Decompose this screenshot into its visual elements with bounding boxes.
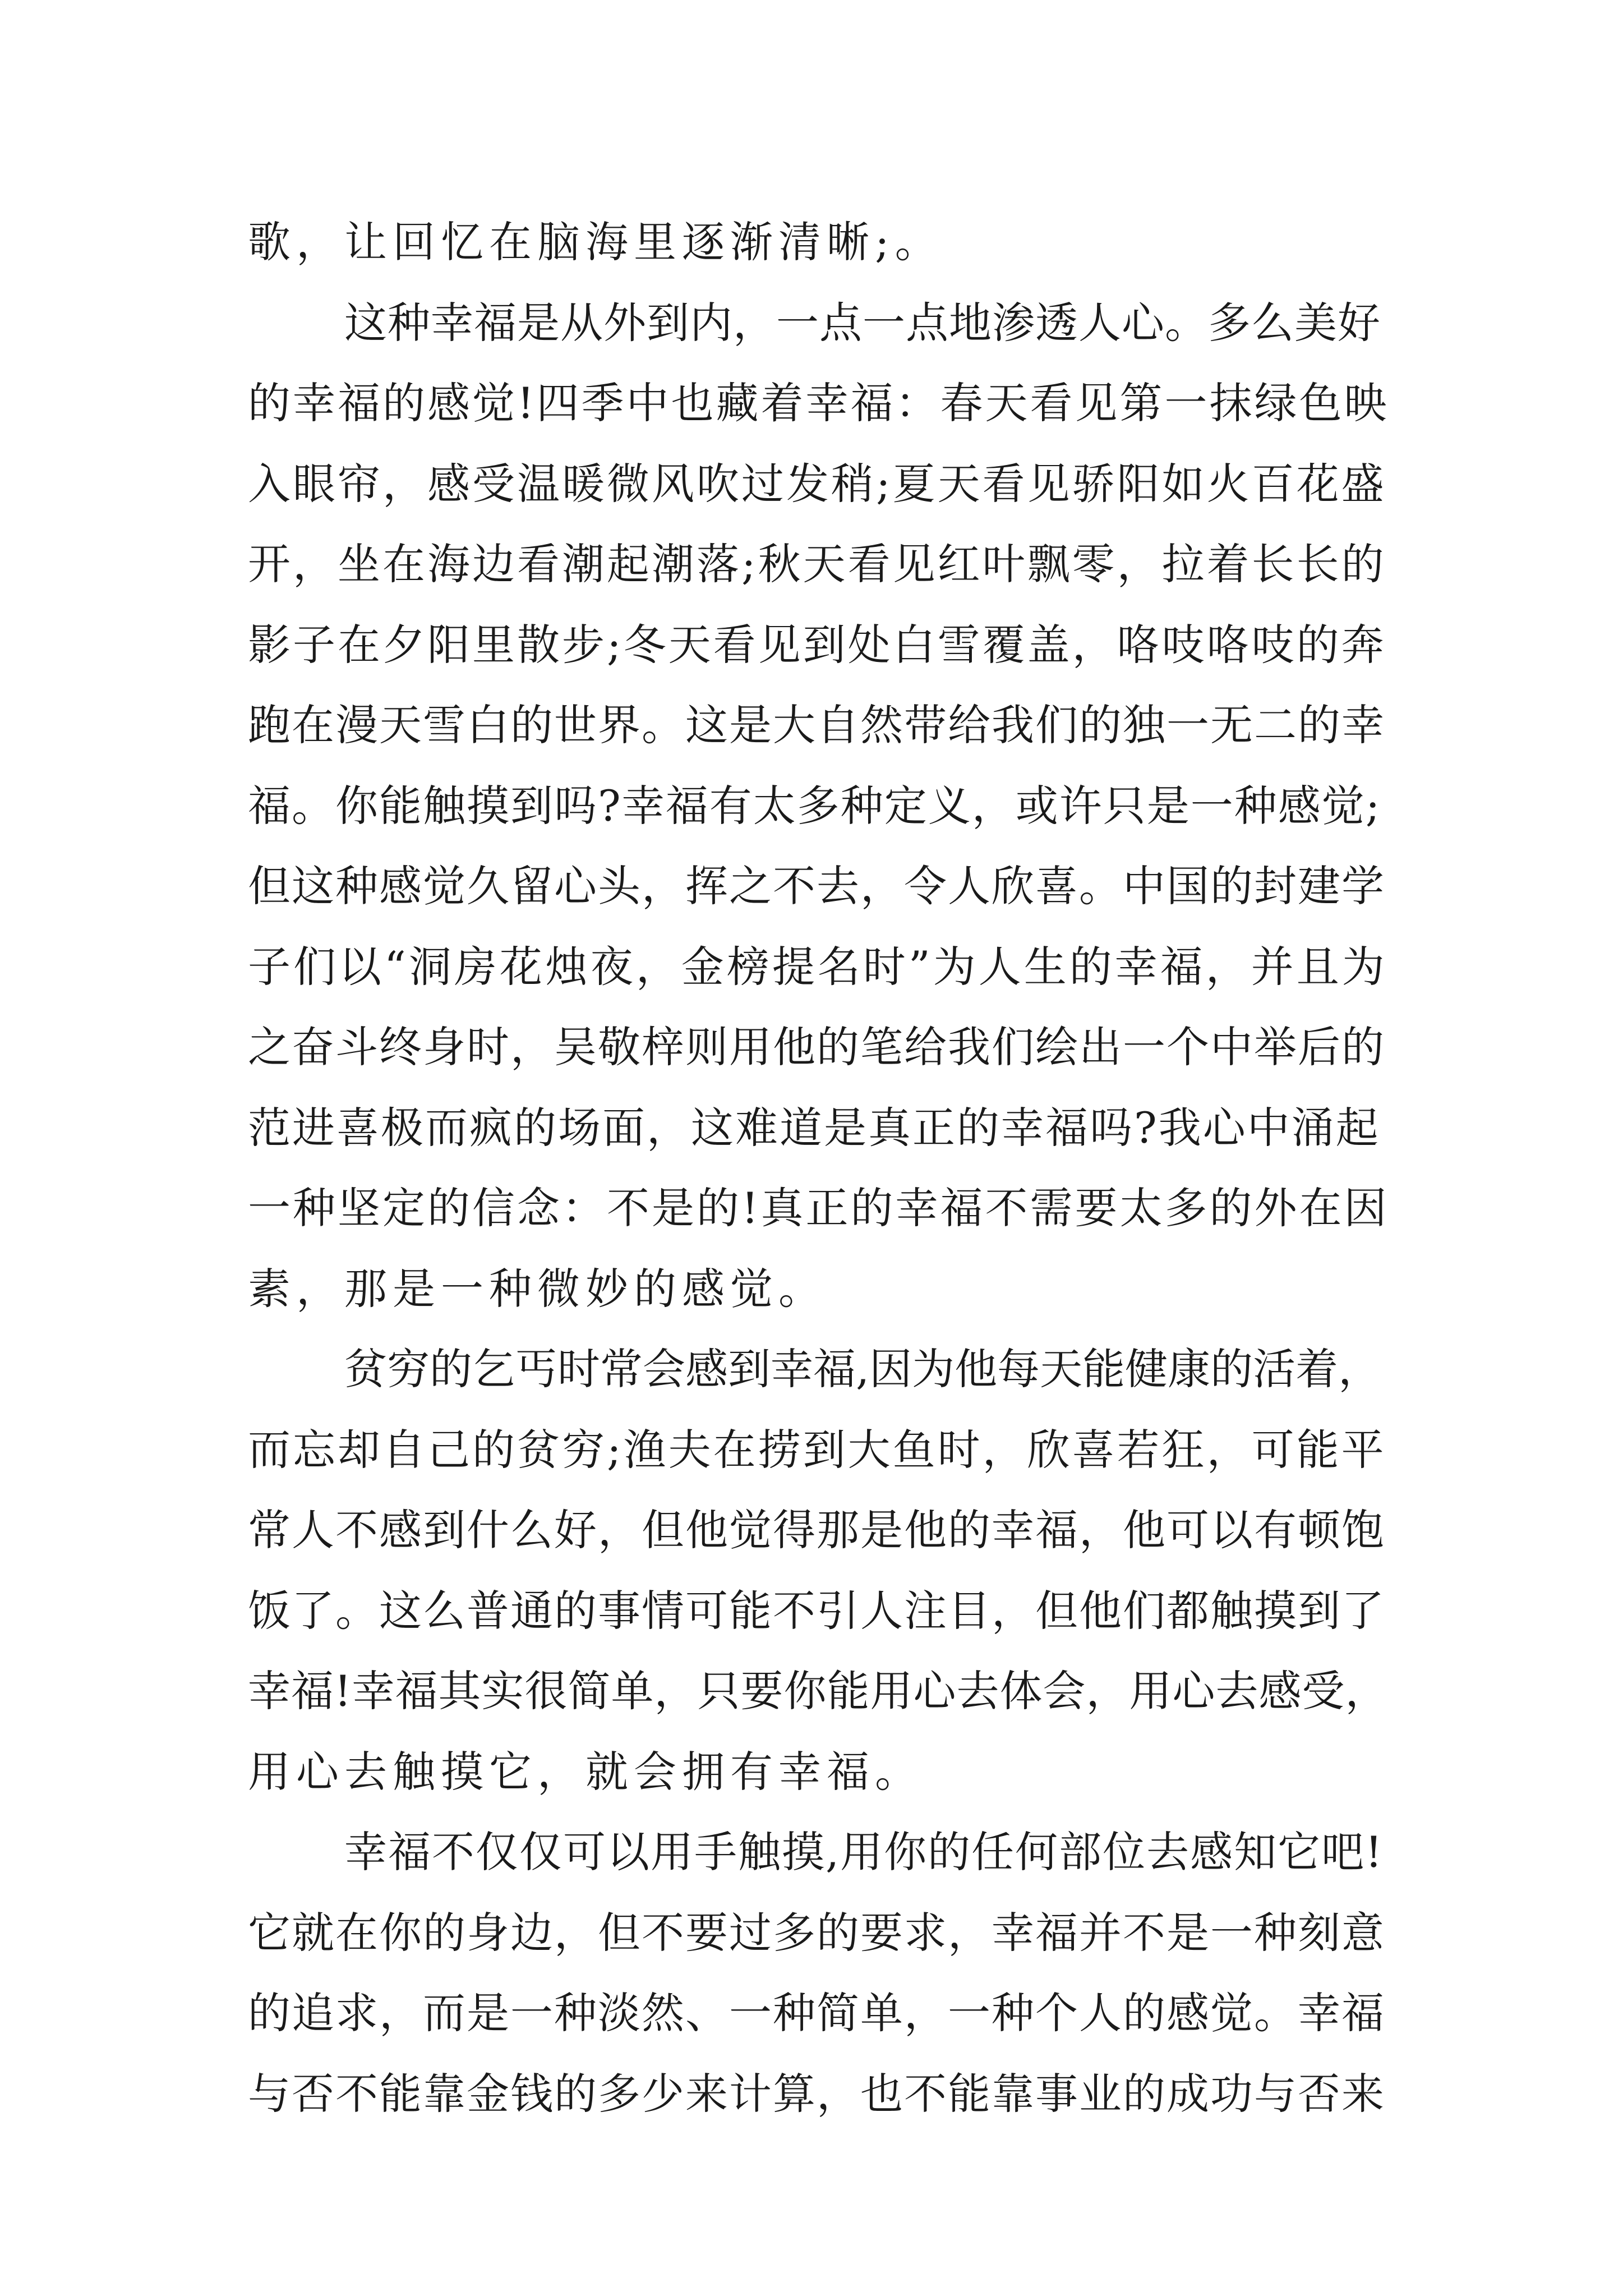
text-line: 这种幸福是从外到内，一点一点地渗透人心。多么美好 [344, 297, 1381, 348]
text-line: 影子在夕阳里散步;冬天看见到处白雪覆盖，咯吱咯吱的奔 [248, 619, 1386, 670]
text-line: 它就在你的身边，但不要过多的要求，幸福并不是一种刻意 [248, 1907, 1385, 1958]
text-line: 一种坚定的信念：不是的!真正的幸福不需要太多的外在因 [248, 1183, 1389, 1233]
text-line: 范进喜极而疯的场面，这难道是真正的幸福吗?我心中涌起 [248, 1102, 1380, 1153]
text-line: 子们以“洞房花烛夜，金榜提名时”为人生的幸福，并且为 [248, 941, 1387, 992]
text-line: 素，那是一种微妙的感觉。 [248, 1263, 827, 1314]
text-line: 之奋斗终身时，吴敬梓则用他的笔给我们绘出一个中举后的 [248, 1022, 1385, 1072]
text-line: 跑在漫天雪白的世界。这是大自然带给我们的独一无二的幸 [248, 700, 1385, 750]
text-line: 的幸福的感觉!四季中也藏着幸福：春天看见第一抹绿色映 [248, 378, 1389, 428]
text-line: 用心去触摸它，就会拥有幸福。 [248, 1746, 923, 1797]
text-line: 与否不能靠金钱的多少来计算，也不能靠事业的成功与否来 [248, 2068, 1385, 2119]
text-line: 贫穷的乞丐时常会感到幸福,因为他每天能健康的活着， [344, 1344, 1381, 1394]
text-line: 饭了。这么普通的事情可能不引人注目，但他们都触摸到了 [248, 1585, 1385, 1636]
text-line: 幸福!幸福其实很简单，只要你能用心去体会，用心去感受， [248, 1666, 1389, 1716]
body-text [248, 202, 1392, 2134]
text-line: 幸福不仅仅可以用手触摸,用你的任何部位去感知它吧! [344, 1827, 1384, 1877]
text-line: 而忘却自己的贫穷;渔夫在捞到大鱼时，欣喜若狂，可能平 [248, 1424, 1386, 1475]
text-line: 入眼帘，感受温暖微风吹过发稍;夏天看见骄阳如火百花盛 [248, 458, 1386, 509]
text-line: 但这种感觉久留心头，挥之不去，令人欣喜。中国的封建学 [248, 861, 1385, 911]
text-line: 常人不感到什么好，但他觉得那是他的幸福，他可以有顿饱 [248, 1505, 1385, 1555]
text-line: 的追求，而是一种淡然、一种简单，一种个人的感觉。幸福 [248, 1988, 1385, 2038]
text-line: 福。你能触摸到吗?幸福有太多种定义，或许只是一种感觉; [248, 780, 1381, 831]
text-line: 开，坐在海边看潮起潮落;秋天看见红叶飘零，拉着长长的 [248, 539, 1386, 589]
text-line: 歌，让回忆在脑海里逐渐清晰;。 [248, 217, 943, 267]
